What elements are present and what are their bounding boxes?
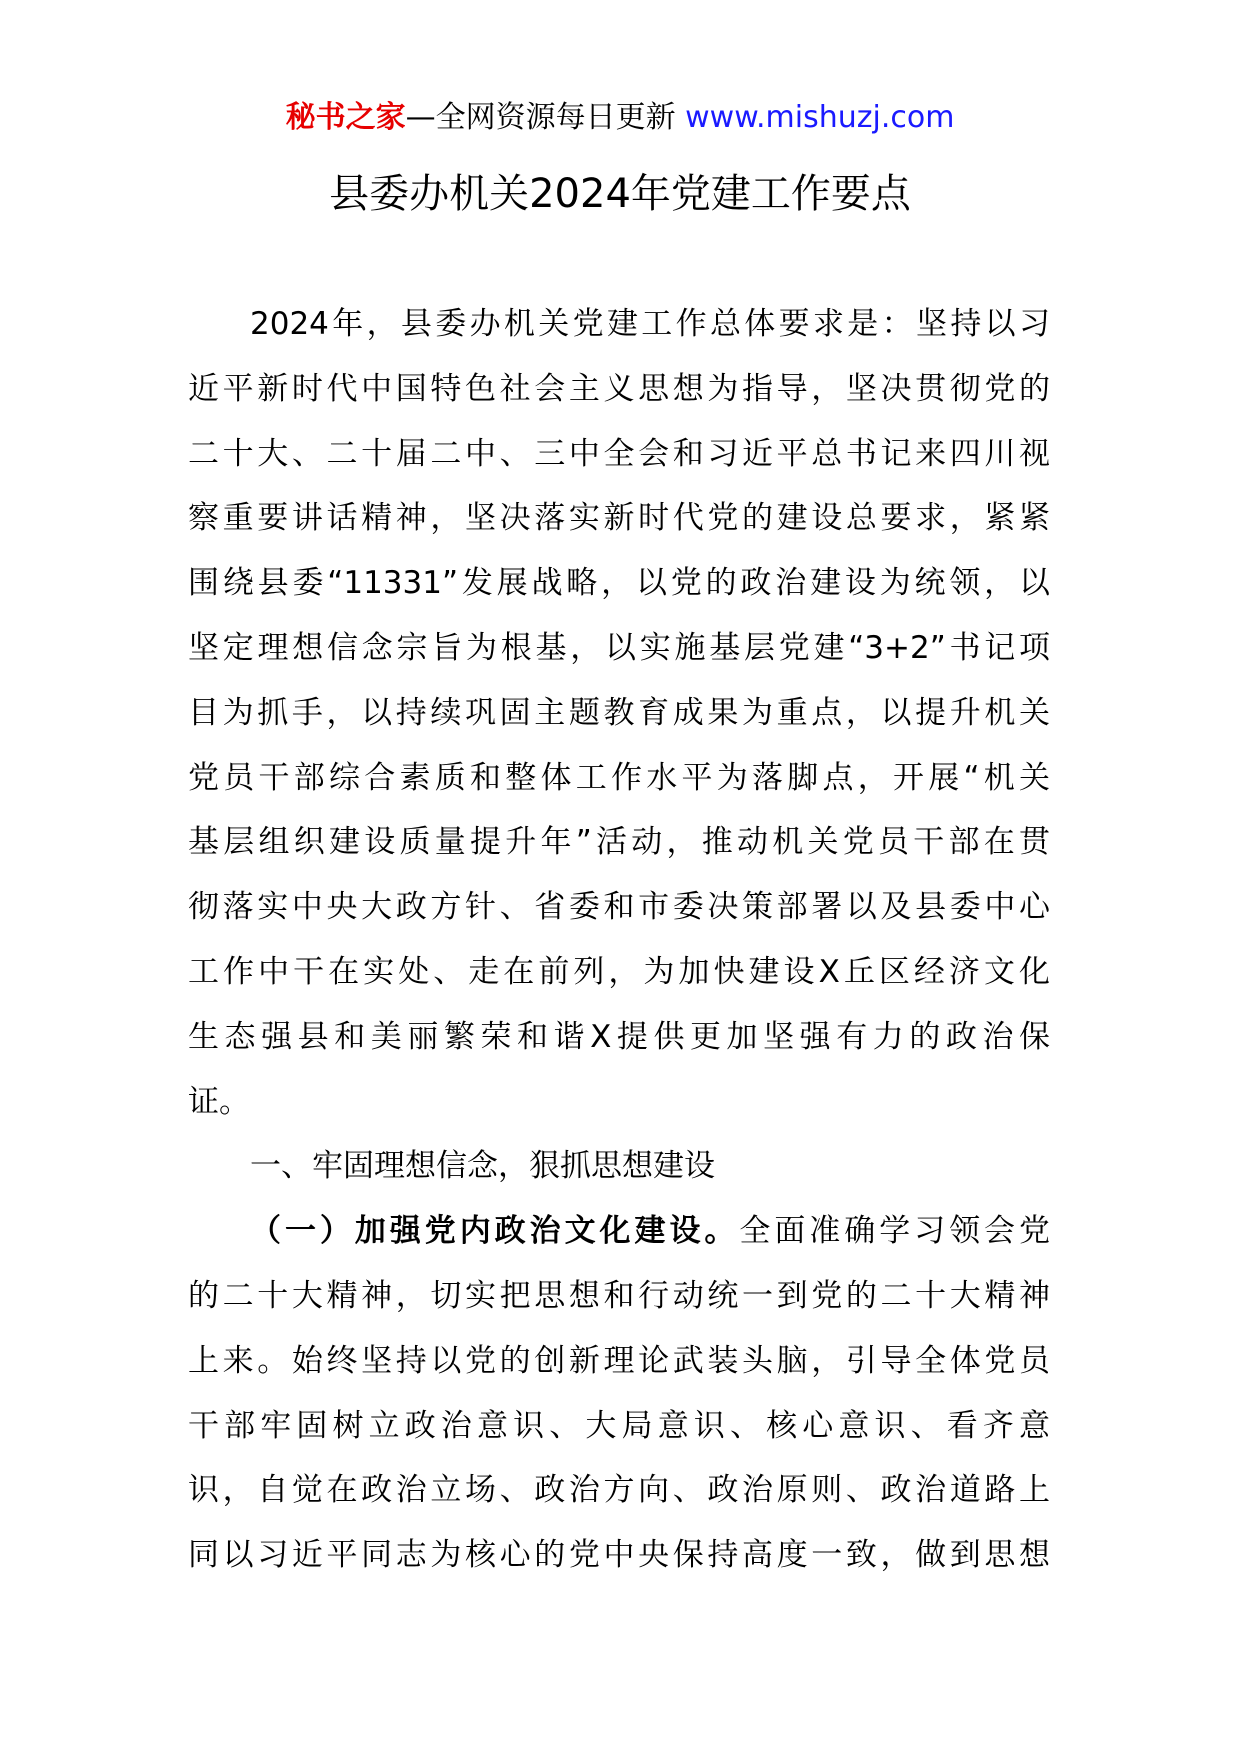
section-heading: 一、牢固理想信念，狠抓思想建设 (250, 1148, 715, 1185)
intro-line: 彻落实中央大政方针、省委和市委决策部署以及县委中心 (188, 889, 1050, 926)
subsection-line: 同以习近平同志为核心的党中央保持高度一致，做到思想 (188, 1537, 1050, 1574)
intro-line: 围绕县委“11331”发展战略，以党的政治建设为统领，以 (188, 565, 1050, 602)
subsection-first-line (188, 1199, 1050, 1264)
site-header (0, 98, 1240, 138)
intro-line: 生态强县和美丽繁荣和谐X提供更加坚强有力的政治保 (188, 1018, 1050, 1055)
subsection-line: 的二十大精神，切实把思想和行动统一到党的二十大精神 (188, 1277, 1050, 1314)
intro-line: 党员干部综合素质和整体工作水平为落脚点，开展“机关 (188, 759, 1050, 796)
site-url-link[interactable]: www.mishuzj.com (685, 100, 955, 135)
subsection-first-line-text: 全面准确学习领会党 (739, 1213, 1051, 1250)
intro-line: 二十大、二十届二中、三中全会和习近平总书记来四川视 (188, 435, 1050, 472)
subsection-line: 上来。始终坚持以党的创新理论武装头脑，引导全体党员 (188, 1342, 1050, 1379)
subsection-line: 干部牢固树立政治意识、大局意识、核心意识、看齐意 (188, 1407, 1050, 1444)
subsection-heading: （一）加强党内政治文化建设。 (250, 1213, 740, 1250)
intro-line: 基层组织建设质量提升年”活动，推动机关党员干部在贯 (188, 824, 1050, 861)
intro-line: 证。 (188, 1083, 250, 1120)
site-brand: 秘书之家 (285, 100, 406, 135)
document-title: 县委办机关2024年党建工作要点 (329, 171, 911, 217)
intro-line: 2024年，县委办机关党建工作总体要求是：坚持以习 (250, 306, 1050, 342)
intro-line: 近平新时代中国特色社会主义思想为指导，坚决贯彻党的 (188, 370, 1050, 407)
site-slogan: —全网资源每日更新 (405, 100, 676, 135)
intro-line: 坚定理想信念宗旨为根基，以实施基层党建“3+2”书记项 (188, 629, 1050, 666)
document-body (188, 292, 1050, 1588)
subsection-line: 识，自觉在政治立场、政治方向、政治原则、政治道路上 (188, 1472, 1050, 1509)
intro-line: 工作中干在实处、走在前列，为加快建设X丘区经济文化 (188, 953, 1050, 990)
intro-line: 目为抓手，以持续巩固主题教育成果为重点，以提升机关 (188, 694, 1050, 731)
intro-line: 察重要讲话精神，坚决落实新时代党的建设总要求，紧紧 (188, 500, 1050, 537)
